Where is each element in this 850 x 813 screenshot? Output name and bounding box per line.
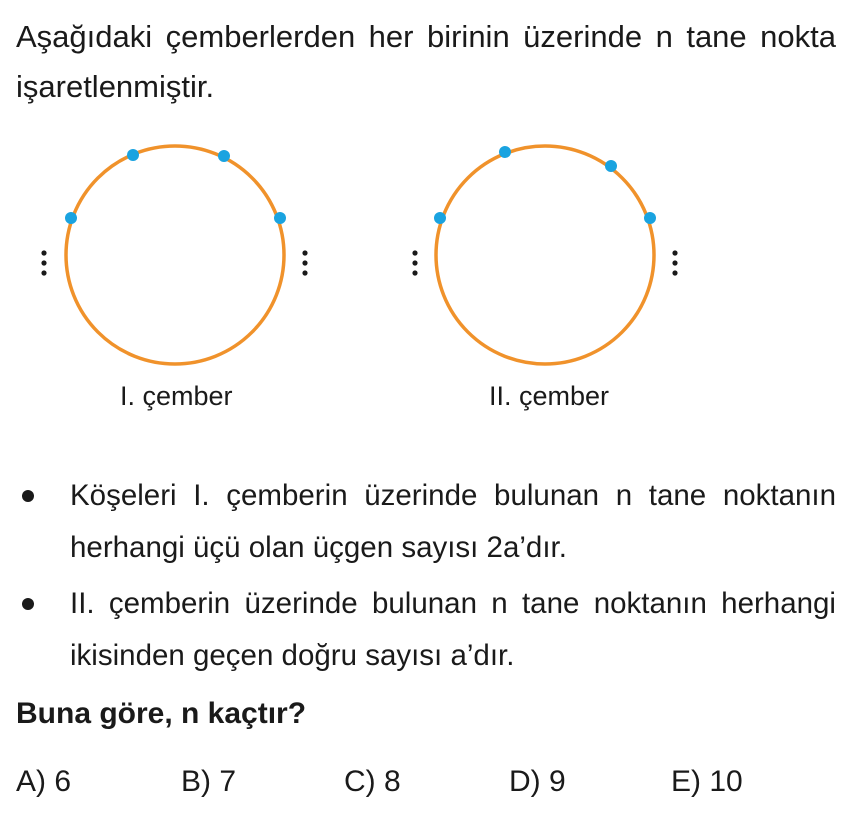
circle-1-point-1 bbox=[65, 212, 77, 224]
circle-1-label: I. çember bbox=[120, 381, 233, 411]
circle-1-point-4 bbox=[274, 212, 286, 224]
option-e[interactable]: E) 10 bbox=[671, 765, 743, 798]
circle-1-outline bbox=[66, 146, 284, 364]
statement-text: II. çemberin üzerinde bulunan n tane noktanın herhangi ikisinden geçen doğru sayısı a’dır. bbox=[70, 587, 836, 672]
circle-2-point-4 bbox=[644, 212, 656, 224]
option-b[interactable]: B) 7 bbox=[181, 765, 237, 798]
circle-2-point-3 bbox=[605, 160, 617, 172]
bullet-icon bbox=[22, 490, 34, 502]
circle-1-point-3 bbox=[218, 150, 230, 162]
circle-1 bbox=[41, 146, 307, 364]
intro-text: Aşağıdaki çemberlerden her birinin üzerinde n tane nokta işaretlenmiştir. bbox=[16, 19, 836, 104]
circle-1-left-ellipsis bbox=[41, 250, 46, 275]
circle-2-label: II. çember bbox=[489, 381, 610, 411]
circle-2-right-ellipsis bbox=[672, 250, 677, 275]
circle-1-right-ellipsis bbox=[302, 250, 307, 275]
circle-2-outline bbox=[436, 146, 654, 364]
question-text: Buna göre, n kaçtır? bbox=[16, 697, 307, 730]
circle-2-point-2 bbox=[499, 146, 511, 158]
option-d[interactable]: D) 9 bbox=[509, 765, 566, 798]
answer-options bbox=[16, 760, 836, 804]
statement-item bbox=[16, 578, 836, 682]
statement-item bbox=[16, 470, 836, 574]
option-c[interactable]: C) 8 bbox=[344, 765, 401, 798]
statement-list bbox=[16, 470, 836, 686]
option-a[interactable]: A) 6 bbox=[16, 765, 72, 798]
circle-2 bbox=[412, 146, 677, 364]
statement-text: Köşeleri I. çemberin üzerinde bulunan n tane noktanın herhangi üçü olan üçgen sayısı 2a’dır. bbox=[70, 479, 836, 564]
circle-1-point-2 bbox=[127, 149, 139, 161]
circle-2-left-ellipsis bbox=[412, 250, 417, 275]
circle-2-point-1 bbox=[434, 212, 446, 224]
bullet-icon bbox=[22, 598, 34, 610]
